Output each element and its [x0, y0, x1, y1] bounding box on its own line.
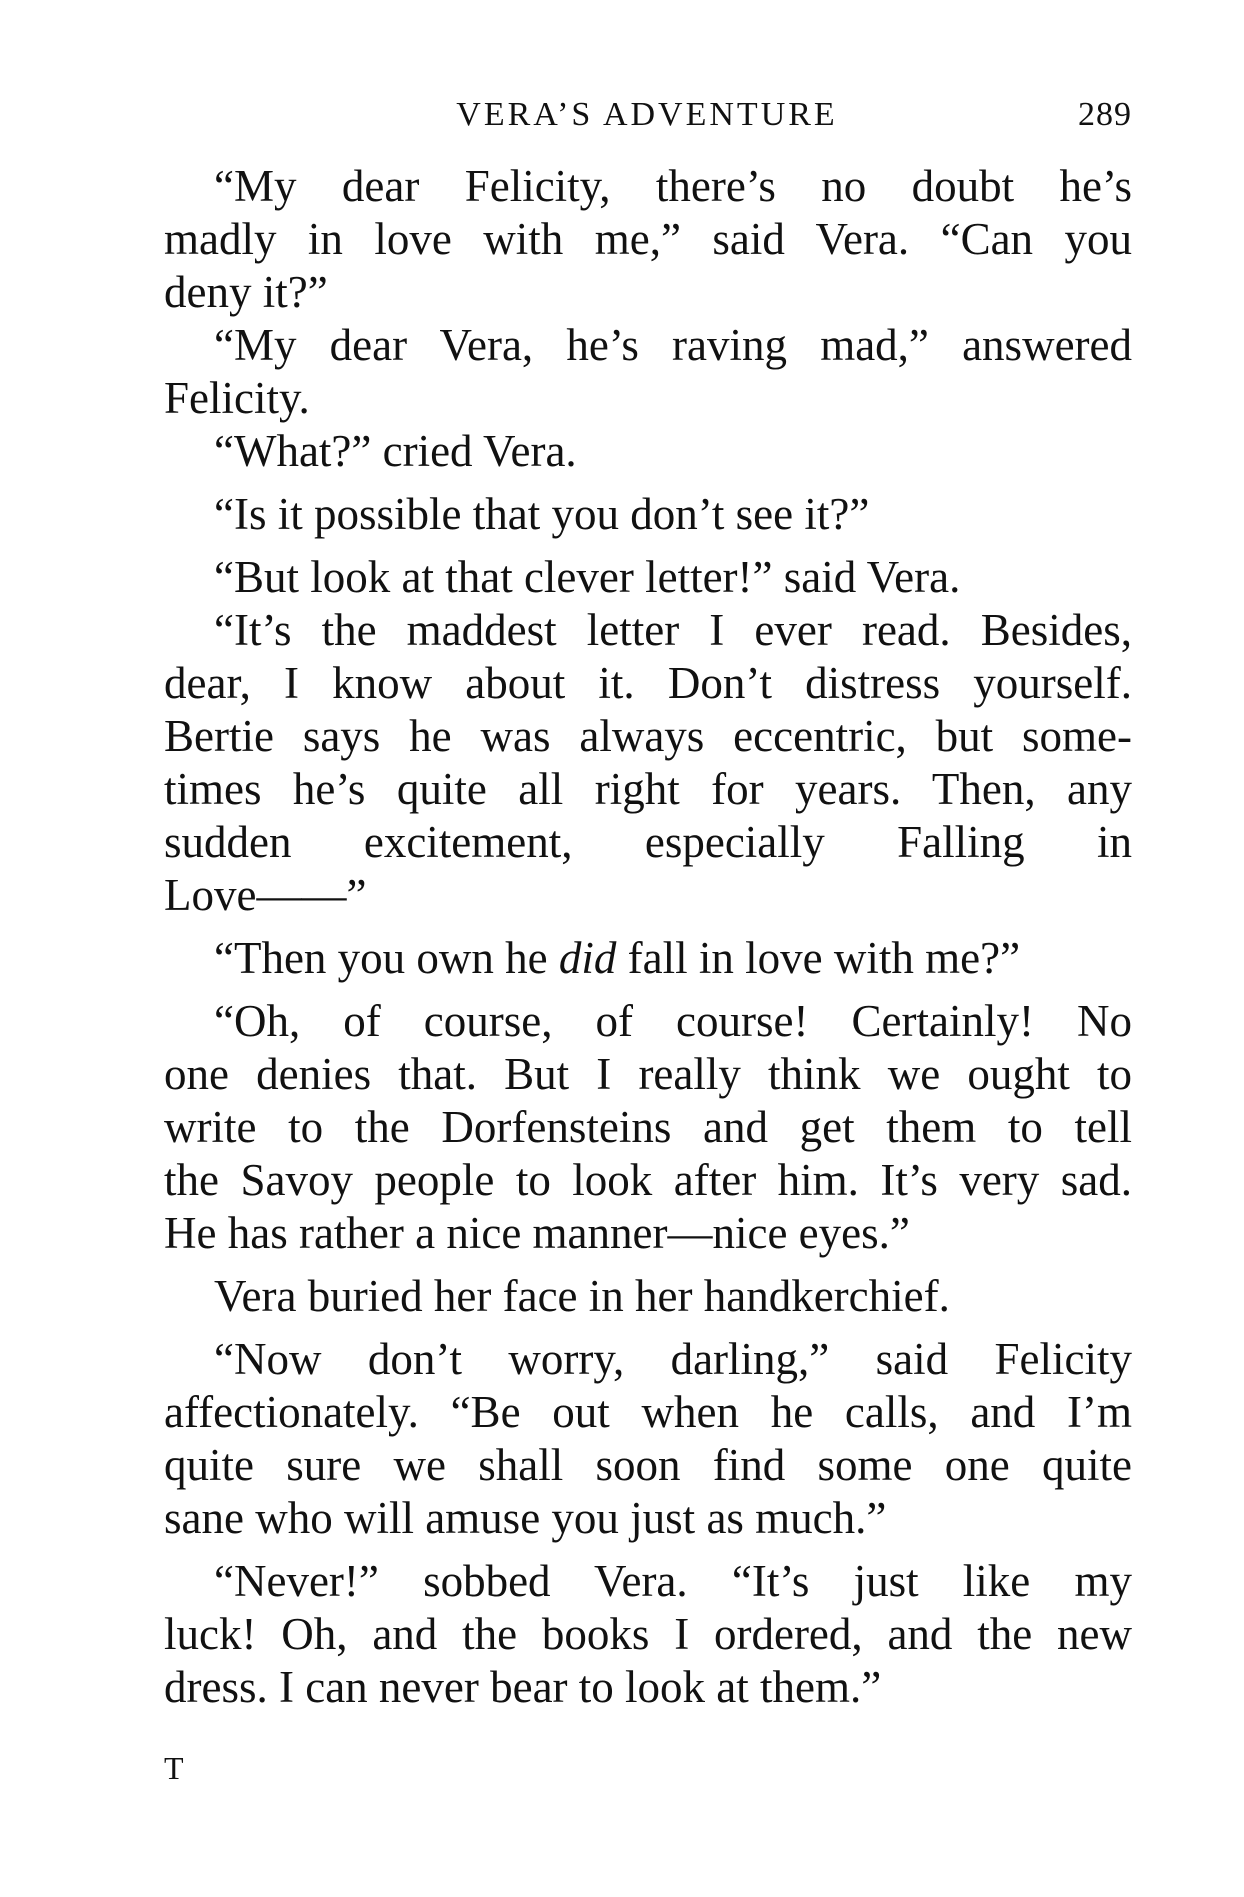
text-line: one denies that. But I really think we ought to [164, 1049, 1132, 1099]
running-title: VERA’S ADVENTURE [456, 96, 838, 133]
page-number: 289 [1078, 96, 1132, 133]
text-line [164, 932, 1132, 985]
text-line: Felicity. [164, 373, 310, 423]
text-line: “Oh, of course, of course! Certainly! No [214, 996, 1132, 1046]
paragraph [164, 1270, 1132, 1323]
text-line: sudden excitement, especially Falling in [164, 817, 1132, 867]
text-line: the Savoy people to look after him. It’s very sad. [164, 1155, 1132, 1205]
paragraph [164, 425, 1132, 478]
text-line: “What?” cried Vera. [214, 426, 577, 476]
text-line: Vera buried her face in her handkerchief. [214, 1271, 950, 1321]
paragraph [164, 319, 1132, 425]
text-line: sane who will amuse you just as much.” [164, 1493, 887, 1543]
text-line: “Is it possible that you don’t see it?” [214, 489, 870, 539]
paragraph [164, 932, 1132, 985]
text-line: madly in love with me,” said Vera. “Can you [164, 214, 1132, 264]
text-line: Love——” [164, 870, 367, 920]
paragraph [164, 160, 1132, 319]
body-text [164, 160, 1132, 1714]
text-line: affectionately. “Be out when he calls, and I’m [164, 1387, 1132, 1437]
text-line: “My dear Felicity, there’s no doubt he’s [214, 161, 1132, 211]
text-line: “Now don’t worry, darling,” said Felicity [214, 1334, 1132, 1384]
text-line: “But look at that clever letter!” said Vera. [214, 552, 961, 602]
paragraph [164, 551, 1132, 604]
text-line: luck! Oh, and the books I ordered, and the new [164, 1609, 1132, 1659]
text-line: dear, I know about it. Don’t distress yourself. [164, 658, 1132, 708]
paragraph [164, 604, 1132, 922]
text-line: He has rather a nice manner—nice eyes.” [164, 1208, 910, 1258]
text-line: write to the Dorfensteins and get them to tell [164, 1102, 1132, 1152]
text-line: quite sure we shall soon find some one quite [164, 1440, 1132, 1490]
paragraph [164, 1555, 1132, 1714]
text-line: “Never!” sobbed Vera. “It’s just like my [214, 1556, 1132, 1606]
text-line: “My dear Vera, he’s raving mad,” answered [214, 320, 1132, 370]
text-run: “Then you own he [214, 933, 559, 983]
text-line: times he’s quite all right for years. Then, any [164, 764, 1132, 814]
paragraph [164, 1333, 1132, 1545]
emphasized-word: did [558, 933, 617, 983]
running-head [162, 96, 1132, 146]
text-line: dress. I can never bear to look at them.” [164, 1662, 882, 1712]
text-run: fall in love with me?” [616, 933, 1021, 983]
signature-mark: T [164, 1750, 185, 1786]
paragraph [164, 995, 1132, 1260]
paragraph [164, 488, 1132, 541]
text-line: “It’s the maddest letter I ever read. Besides, [214, 605, 1132, 655]
text-line: deny it?” [164, 267, 328, 317]
text-line: Bertie says he was always eccentric, but some- [164, 711, 1132, 761]
